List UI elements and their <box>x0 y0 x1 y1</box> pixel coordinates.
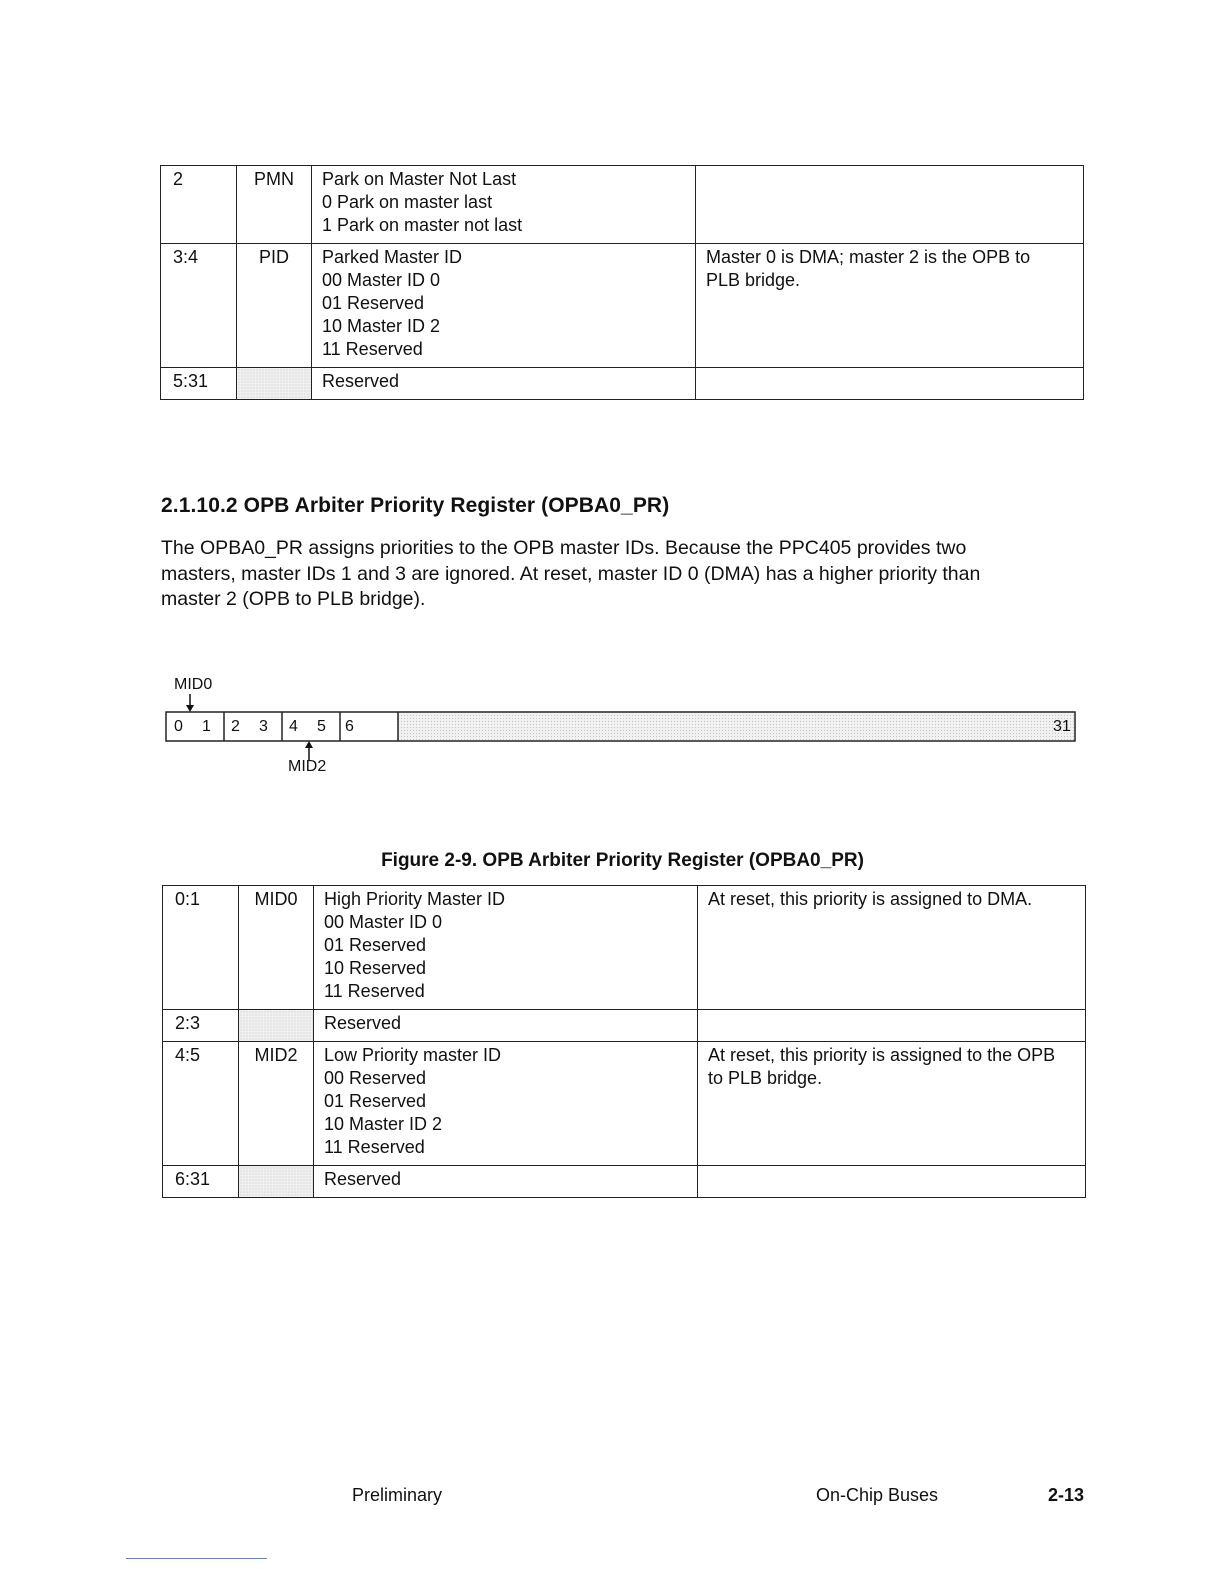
bit-number-2: 2 <box>231 718 240 735</box>
description-line: Park on Master Not Last <box>322 169 517 189</box>
description-line: 10 Master ID 2 <box>322 316 441 336</box>
description-cell <box>312 166 696 244</box>
description-line: 01 Reserved <box>324 1091 427 1111</box>
section-heading: 2.1.10.2 OPB Arbiter Priority Register (OPBA0_PR) <box>161 494 670 517</box>
comment-cell <box>698 1010 1086 1042</box>
description-cell <box>314 886 698 1010</box>
comment-cell <box>698 886 1086 1010</box>
description-line: Reserved <box>324 1013 402 1033</box>
bits-cell: 0:1 <box>163 886 239 1010</box>
mid2-arrowhead-icon <box>305 741 313 748</box>
field-name-cell: PID <box>237 244 312 368</box>
description-line: 00 Reserved <box>324 1068 427 1088</box>
mid2-label: MID2 <box>288 758 327 775</box>
description-cell <box>312 244 696 368</box>
field-name-cell: MID2 <box>239 1042 314 1166</box>
table-row <box>161 368 1084 400</box>
comment-cell <box>696 166 1084 244</box>
description-line: Reserved <box>322 371 400 391</box>
bits-cell: 6:31 <box>163 1166 239 1198</box>
description-line: 00 Master ID 0 <box>322 270 441 290</box>
description-line: 10 Reserved <box>324 958 427 978</box>
description-line: 0 Park on master last <box>322 192 493 212</box>
bits-cell: 5:31 <box>161 368 237 400</box>
paragraph-line: masters, master IDs 1 and 3 are ignored. At reset, master ID 0 (DMA) has a higher priority than <box>161 562 981 585</box>
field-name-cell <box>239 1166 314 1198</box>
description-cell <box>314 1042 698 1166</box>
table-row <box>161 244 1084 368</box>
reserved-bits-shading <box>398 713 1074 740</box>
bits-cell: 2:3 <box>163 1010 239 1042</box>
footer-preliminary: Preliminary <box>352 1485 443 1505</box>
comment-cell <box>696 368 1084 400</box>
description-line: 01 Reserved <box>324 935 427 955</box>
comment-line: At reset, this priority is assigned to the OPB <box>708 1045 1056 1065</box>
field-name-cell: MID0 <box>239 886 314 1010</box>
register-field-table-top <box>160 165 1084 400</box>
field-name-cell: PMN <box>237 166 312 244</box>
description-line: 11 Reserved <box>324 1137 425 1157</box>
bit-number-5: 5 <box>317 718 326 735</box>
table-row <box>163 1010 1086 1042</box>
description-line: Reserved <box>324 1169 402 1189</box>
description-cell <box>314 1166 698 1198</box>
comment-line: PLB bridge. <box>706 270 801 290</box>
bit-number-3: 3 <box>259 718 268 735</box>
field-name-cell <box>239 1010 314 1042</box>
bit-number-4: 4 <box>289 718 298 735</box>
paragraph-line: master 2 (OPB to PLB bridge). <box>161 588 426 610</box>
footer-page-number: 2-13 <box>1048 1485 1085 1505</box>
description-line: Parked Master ID <box>322 247 463 267</box>
comment-cell <box>696 244 1084 368</box>
description-line: 01 Reserved <box>322 293 425 313</box>
comment-cell <box>698 1166 1086 1198</box>
description-line: 10 Master ID 2 <box>324 1114 443 1134</box>
bit-number-0: 0 <box>174 718 183 735</box>
table-row <box>161 166 1084 244</box>
description-line: High Priority Master ID <box>324 889 506 909</box>
bit-number-31: 31 <box>1053 718 1071 735</box>
comment-line: Master 0 is DMA; master 2 is the OPB to <box>706 247 1031 267</box>
register-diagram <box>160 672 1080 792</box>
table-row <box>163 886 1086 1010</box>
description-line: 11 Reserved <box>324 981 425 1001</box>
footer-chapter-title: On-Chip Buses <box>816 1485 939 1505</box>
register-field-table-bottom <box>162 885 1086 1198</box>
field-name-cell <box>237 368 312 400</box>
mid0-label: MID0 <box>174 676 213 693</box>
paragraph-line: The OPBA0_PR assigns priorities to the OPB master IDs. Because the PPC405 provides two <box>161 537 967 559</box>
bits-cell: 2 <box>161 166 237 244</box>
table-row <box>163 1166 1086 1198</box>
description-cell <box>314 1010 698 1042</box>
description-cell <box>312 368 696 400</box>
bits-cell: 4:5 <box>163 1042 239 1166</box>
bottom-rule <box>126 1558 267 1559</box>
description-line: 11 Reserved <box>322 339 423 359</box>
bits-cell: 3:4 <box>161 244 237 368</box>
description-line: Low Priority master ID <box>324 1045 502 1065</box>
figure-caption: Figure 2-9. OPB Arbiter Priority Register (OPBA0_PR) <box>381 850 864 871</box>
description-line: 1 Park on master not last <box>322 215 523 235</box>
bit-number-6: 6 <box>345 718 354 735</box>
description-line: 00 Master ID 0 <box>324 912 443 932</box>
comment-line: to PLB bridge. <box>708 1068 823 1088</box>
section-paragraph <box>161 536 1061 613</box>
mid0-arrowhead-icon <box>186 705 194 712</box>
comment-cell <box>698 1042 1086 1166</box>
bit-number-1: 1 <box>202 718 211 735</box>
table-row <box>163 1042 1086 1166</box>
comment-line: At reset, this priority is assigned to DMA. <box>708 889 1033 909</box>
